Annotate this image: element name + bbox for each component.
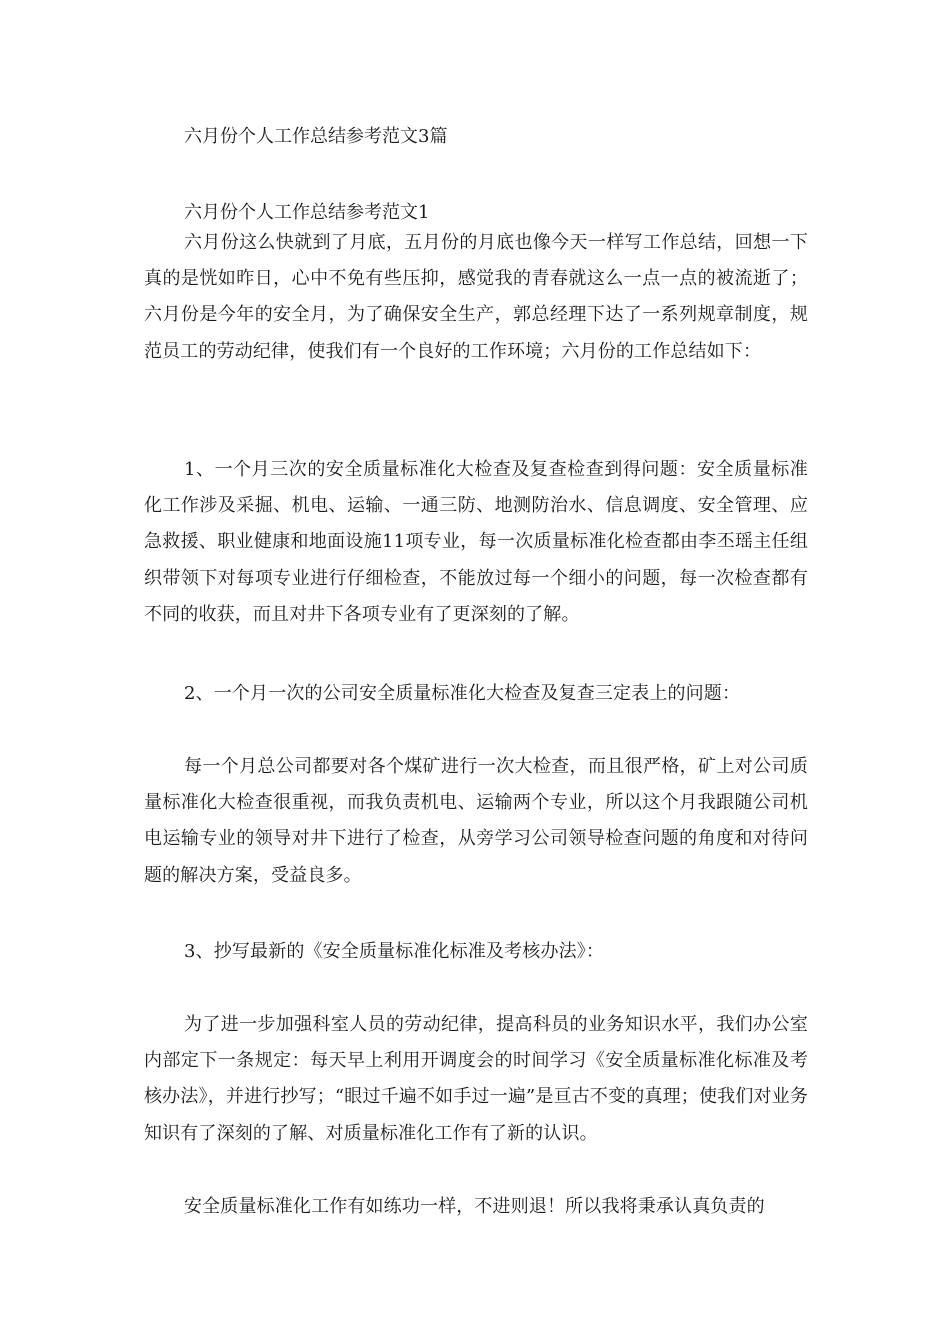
document-title: 六月份个人工作总结参考范文3篇 [184,126,448,147]
paragraph-item-3-body: 为了进一步加强科室人员的劳动纪律，提高科员的业务知识水平，我们办公室内部定下一条规定：每天早上利用开调度会的时间学习《安全质量标准化标准及考核办法》，并进行抄写；“眼过千遍不如手过一遍”是亘古不变的真理；使我们对业务知识有了深刻的了解、对质量标准化工作有了新的认识。 [144,1014,808,1144]
paragraph-item-1: 1、一个月三次的安全质量标准化大检查及复查检查到得问题：安全质量标准化工作涉及采掘、机电、运输、一通三防、地测防治水、信息调度、安全管理、应急救援、职业健康和地面设施11项专业，每一次质量标准化检查都由李丕瑶主任组织带领下对每项专业进行仔细检查，不能放过每一个细小的问题，每一次检查都有不同的收获，而且对井下各项专业有了更深刻的了解。 [144,459,808,625]
paragraph-item-2-heading: 2、一个月一次的公司安全质量标准化大检查及复查三定表上的问题： [184,683,741,704]
paragraph-conclusion: 安全质量标准化工作有如练功一样，不进则退！所以我将秉承认真负责的 [184,1196,765,1217]
paragraph-item-2-body: 每一个月总公司都要对各个煤矿进行一次大检查，而且很严格，矿上对公司质量标准化大检查很重视，而我负责机电、运输两个专业，所以这个月我跟随公司机电运输专业的领导对井下进行了检查，从旁学习公司领导检查问题的角度和对待问题的解决方案，受益良多。 [144,756,808,886]
section-title: 六月份个人工作总结参考范文1 [184,202,430,223]
paragraph-intro: 六月份这么快就到了月底，五月份的月底也像今天一样写工作总结，回想一下真的是恍如昨日，心中不免有些压抑，感觉我的青春就这么一点一点的被流逝了；六月份是今年的安全月，为了确保安全生产，郭总经理下达了一系列规章制度，规范员工的劳动纪律，使我们有一个良好的工作环境；六月份的工作总结如下： [144,232,808,362]
paragraph-item-3-heading: 3、抄写最新的《安全质量标准化标准及考核办法》： [184,941,605,962]
